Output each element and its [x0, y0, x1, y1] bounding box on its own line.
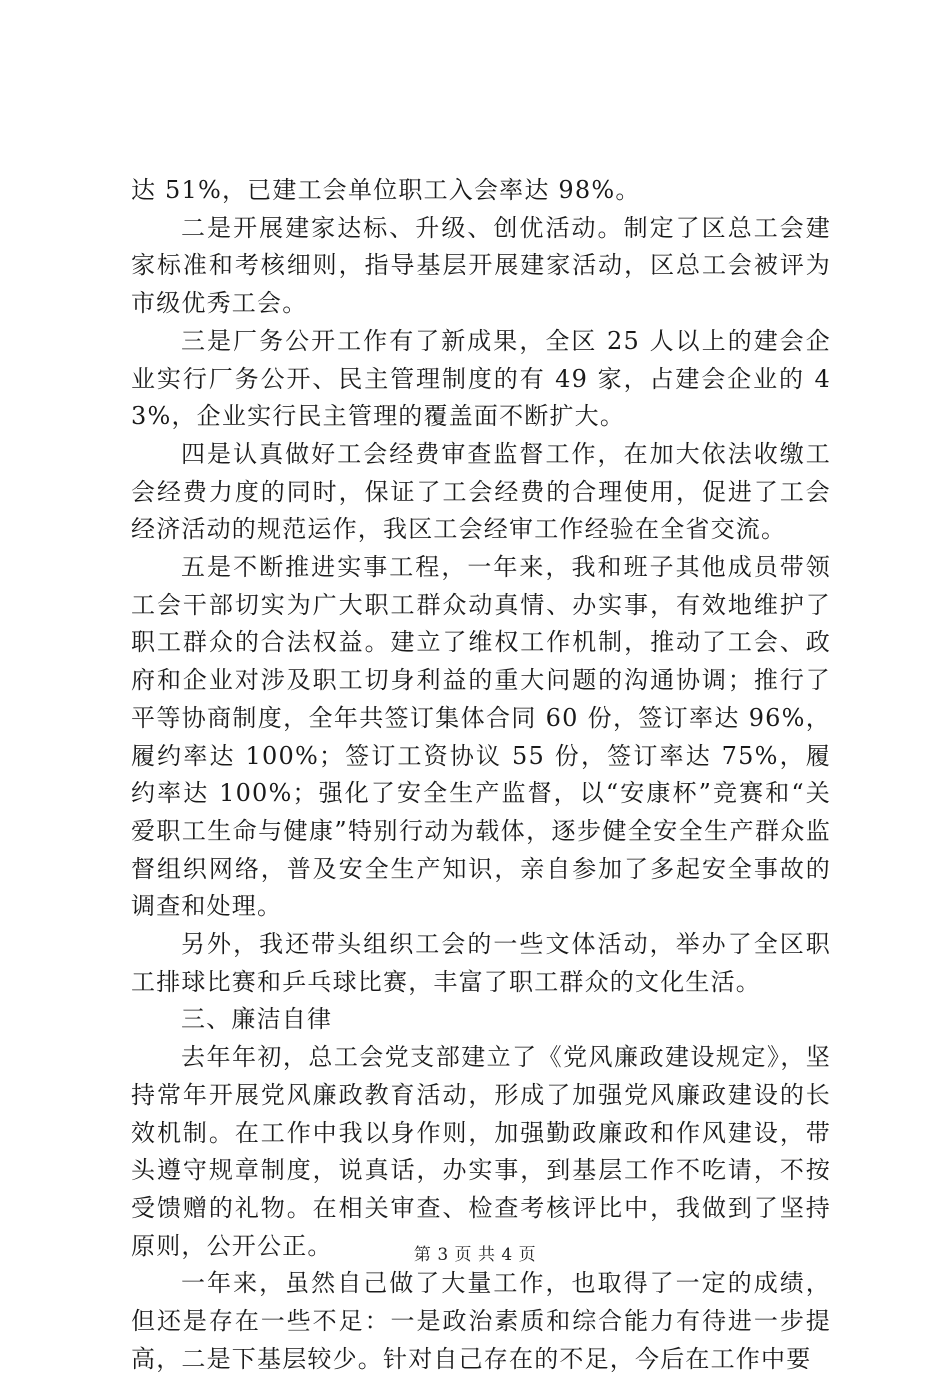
paragraph-point-four: 四是认真做好工会经费审查监督工作，在加大依法收缴工会经费力度的同时，保证了工会经费的合理使用，促进了工会经济活动的规范运作，我区工会经审工作经验在全省交流。: [131, 439, 831, 544]
page-number-footer: 第 3 页 共 4 页: [413, 1245, 537, 1265]
section-heading-integrity: 三、廉洁自律: [181, 1005, 333, 1034]
paragraph-point-five: 五是不断推进实事工程，一年来，我和班子其他成员带领工会干部切实为广大职工群众动真情、办实事，有效地维护了职工群众的合法权益。建立了维权工作机制，推动了工会、政府和企业对涉及职工切身利益的重大问题的沟通协调；推行了平等协商制度，全年共签订集体合同 60 份，签订率达 96%，履约率达 100%；签订工资协议 55 份，签订率达 75%，履约率达 100%；强化了安全生产监督，以“安康杯”竞赛和“关爱职工生命与健康”特别行动为载体，逐步健全安全生产群众监督组织网络，普及安全生产知识，亲自参加了多起安全事故的调查和处理。: [131, 553, 831, 921]
paragraph-point-three: 三是厂务公开工作有了新成果，全区 25 人以上的建会企业实行厂务公开、民主管理制度的有 49 家，占建会企业的 43%，企业实行民主管理的覆盖面不断扩大。: [131, 326, 831, 431]
paragraph-point-two: 二是开展建家达标、升级、创优活动。制定了区总工会建家标准和考核细则，指导基层开展建家活动，区总工会被评为市级优秀工会。: [131, 213, 831, 318]
document-body: [131, 172, 831, 1379]
paragraph-continuation: 达 51%，已建工会单位职工入会率达 98%。: [131, 176, 641, 204]
paragraph-cultural-activities: 另外，我还带头组织工会的一些文体活动，举办了全区职工排球比赛和乒乓球比赛，丰富了职工群众的文化生活。: [131, 930, 831, 996]
paragraph-integrity: 去年年初，总工会党支部建立了《党风廉政建设规定》，坚持常年开展党风廉政教育活动，形成了加强党风廉政建设的长效机制。在工作中我以身作则，加强勤政廉政和作风建设，带头遵守规章制度，说真话，办实事，到基层工作不吃请，不按受馈赠的礼物。在相关审查、检查考核评比中，我做到了坚持原则，公开公正。: [131, 1043, 831, 1260]
paragraph-shortcomings: 一年来，虽然自己做了大量工作，也取得了一定的成绩，但还是存在一些不足：一是政治素质和综合能力有待进一步提高，二是下基层较少。针对自己存在的不足，今后在工作中要: [131, 1269, 831, 1373]
